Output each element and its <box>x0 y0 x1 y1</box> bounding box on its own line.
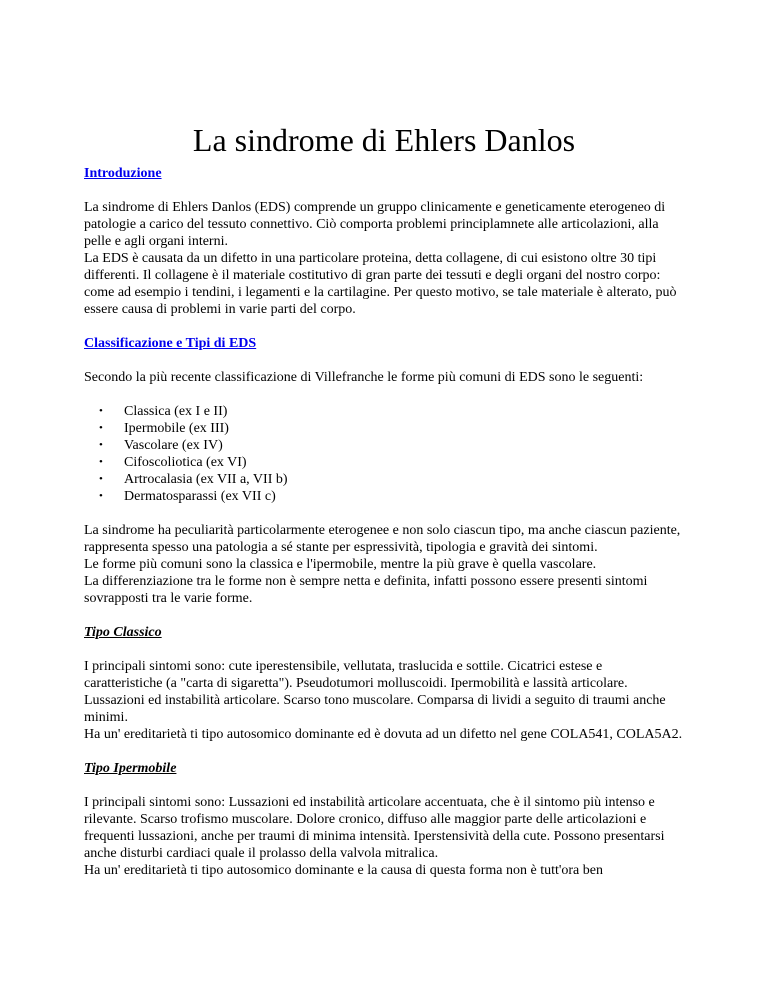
link-introduzione[interactable]: Introduzione <box>84 166 162 181</box>
intro-paragraph-1: La sindrome di Ehlers Danlos (EDS) comprende un gruppo clinicamente e geneticamente eterogeneo di patologie a carico del tessuto connettivo. Ciò comporta problemi principlamnete alle articolazioni, alla pelle e agli organi interni. <box>84 200 666 249</box>
list-item: • Ipermobile (ex III) <box>99 421 229 436</box>
bullet-icon: • <box>99 405 103 417</box>
list-item: • Cifoscoliotica (ex VI) <box>99 455 247 470</box>
link-classificazione[interactable]: Classificazione e Tipi di EDS <box>84 336 257 351</box>
bullet-icon: • <box>99 422 103 434</box>
classic-paragraph-2: Ha un' ereditarietà ti tipo autosomico dominante ed è dovuta ad un difetto nel gene COLA541, COLA5A2. <box>84 727 683 742</box>
hypermobile-paragraph-1: I principali sintomi sono: Lussazioni ed instabilità articolare accentuata, che è il sintomo più intenso e rilevante. Scarso trofismo muscolare. Dolore cronico, diffuso alle maggior parte delle articolazioni e frequenti lussazioni, anche per traumi di minima intensità. Iperstensività della cute. Possono presentarsi anche disturbi cardiaci quale il prolasso della valvola mitralica. <box>84 795 665 861</box>
bullet-icon: • <box>99 456 103 468</box>
heading-tipo-ipermobile: Tipo Ipermobile <box>84 761 177 776</box>
bullet-icon: • <box>99 473 103 485</box>
hypermobile-paragraph-2: Ha un' ereditarietà ti tipo autosomico dominante e la causa di questa forma non è tutt'ora ben <box>84 863 603 878</box>
list-item: • Dermatosparassi (ex VII c) <box>99 489 276 504</box>
list-item: • Classica (ex I e II) <box>99 404 228 419</box>
classic-paragraph-1: I principali sintomi sono: cute iperestensibile, vellutata, traslucida e sottile. Cicatrici estese e caratteristiche (a "carta di sigaretta"). Pseudotumori molluscoidi. Ipermobilità e lassità articolare. Lussazioni ed instabilità articolare. Scarso tono muscolare. Comparsa di lividi a seguito di traumi anche minimi. <box>84 659 666 725</box>
list-item: • Artrocalasia (ex VII a, VII b) <box>99 472 288 487</box>
bullet-icon: • <box>99 439 103 451</box>
intro-paragraph-2: La EDS è causata da un difetto in una particolare proteina, detta collagene, di cui esistono oltre 30 tipi differenti. Il collagene è il materiale costitutivo di gran parte dei tessuti e degli organi del nostro corpo: come ad esempio i tendini, i legamenti e la cartilagine. Per questo motivo, se tale materiale è alterato, può essere causa di problemi in varie parti del corpo. <box>84 251 677 317</box>
classification-paragraph-2: Le forme più comuni sono la classica e l'ipermobile, mentre la più grave è quella vascolare. <box>84 557 597 572</box>
classification-intro: Secondo la più recente classificazione di Villefranche le forme più comuni di EDS sono le seguenti: <box>84 370 644 385</box>
bullet-icon: • <box>99 490 103 502</box>
eds-types-list <box>84 403 684 505</box>
heading-tipo-classico: Tipo Classico <box>84 625 162 640</box>
classification-paragraph-3: La differenziazione tra le forme non è sempre netta e definita, infatti possono essere presenti sintomi sovrapposti tra le varie forme. <box>84 574 648 606</box>
list-item: • Vascolare (ex IV) <box>99 438 223 453</box>
page-title: La sindrome di Ehlers Danlos <box>192 122 576 158</box>
classification-paragraph-1: La sindrome ha peculiarità particolarmente eterogenee e non solo ciascun tipo, ma anche ciascun paziente, rappresenta spesso una patologia a sé stante per espressività, tipologia e gravità dei sintomi. <box>84 523 681 555</box>
